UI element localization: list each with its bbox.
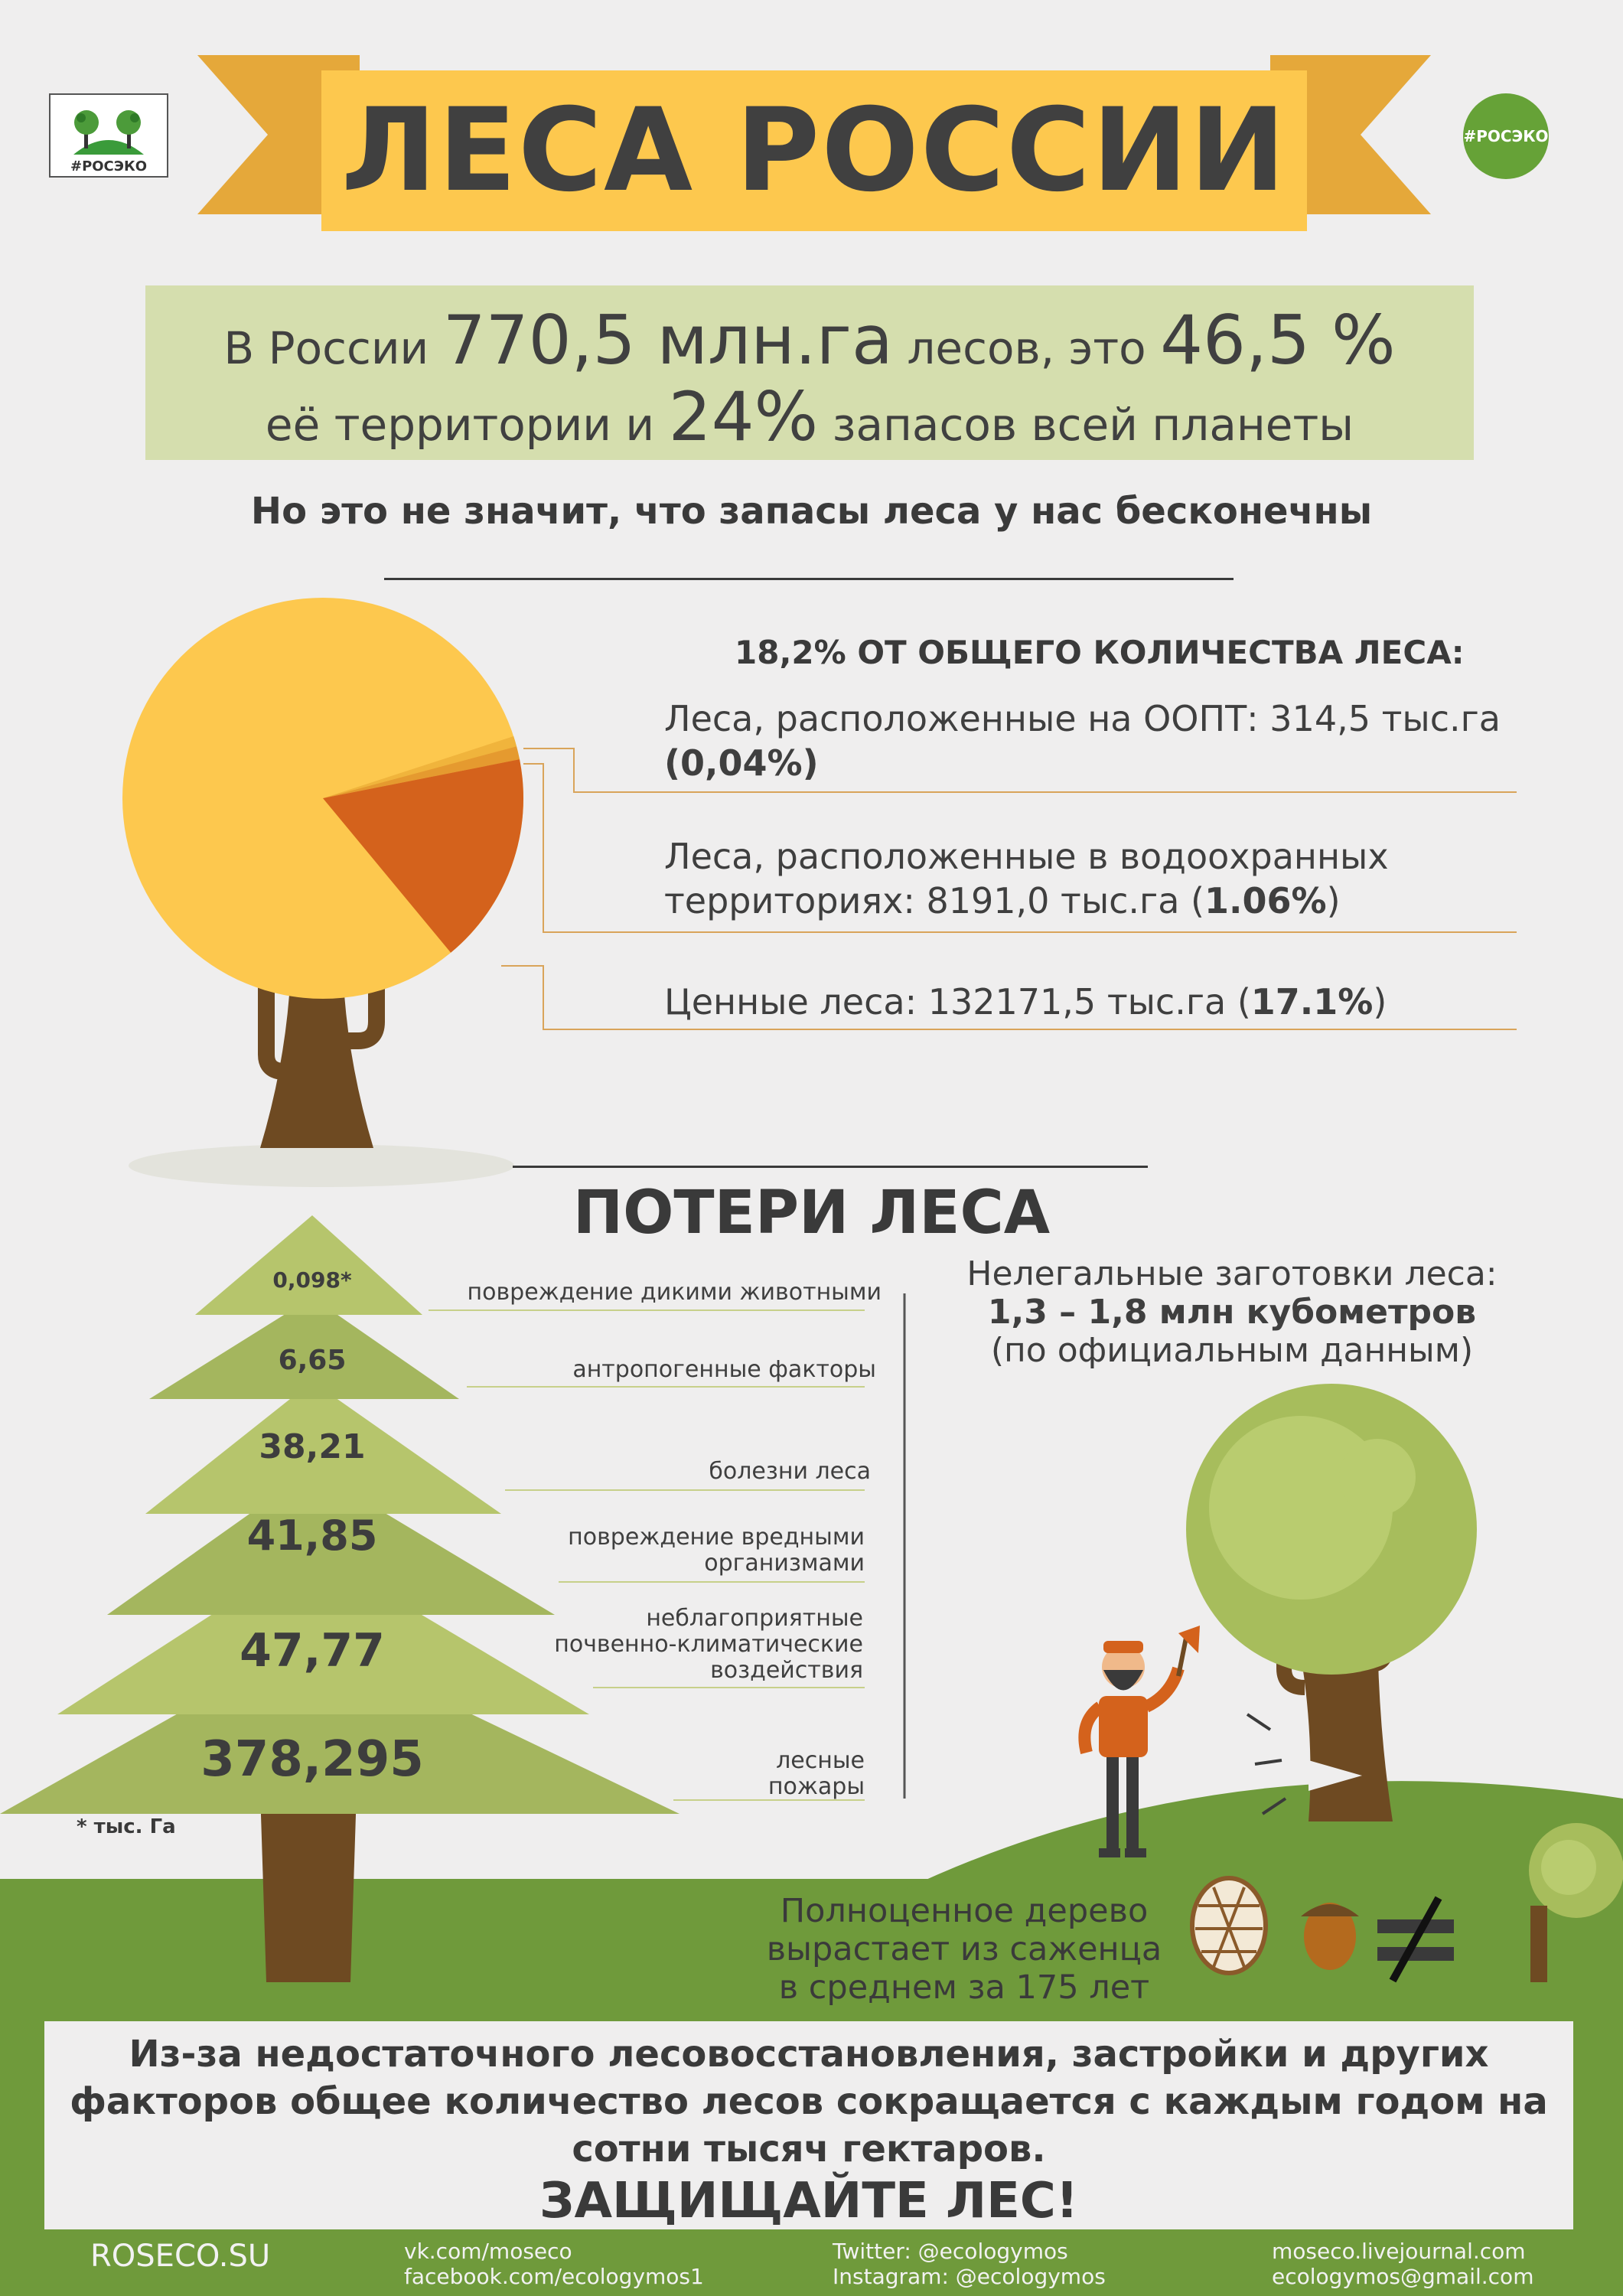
water-percent: 1.06% — [1204, 880, 1327, 921]
valuable-percent: 17.1% — [1250, 981, 1374, 1022]
subline: Но это не значит, что запасы леса у нас бесконечны — [250, 490, 1373, 533]
email-link[interactable]: ecologymos@gmail.com — [1272, 2264, 1534, 2289]
label-text: болезни леса — [709, 1458, 871, 1485]
growth-icons — [1171, 1821, 1623, 1998]
loss-value-fires: 378,295 — [200, 1731, 424, 1788]
facts-box — [145, 285, 1474, 460]
bottom-message-box — [44, 2021, 1573, 2229]
not-equal-icon — [1377, 1947, 1454, 1961]
loss-label-climate — [505, 1606, 863, 1684]
bottom-line-3: сотни тысяч гектаров. — [572, 2128, 1046, 2170]
label-text: пожары — [768, 1773, 865, 1800]
label-text: неблагоприятные — [646, 1605, 863, 1632]
loss-label-wildlife — [429, 1280, 882, 1306]
divider — [384, 578, 1234, 580]
losses-title: ПОТЕРИ ЛЕСА — [572, 1179, 1051, 1247]
page-title: ЛЕСА РОССИИ — [321, 70, 1307, 231]
paren: ) — [1326, 880, 1341, 921]
young-tree-trunk — [1530, 1906, 1547, 1982]
lumberjack-arm — [1084, 1707, 1100, 1753]
label-text: организмами — [704, 1550, 865, 1577]
oopt-percent: (0,04%) — [664, 742, 819, 784]
roseco-logo — [49, 93, 168, 178]
loss-value-climate: 47,77 — [240, 1624, 385, 1678]
chip-line — [1247, 1714, 1270, 1730]
facts-text: её территории и — [265, 399, 669, 451]
facts-text: запасов всей планеты — [818, 399, 1354, 451]
facts-line-2 — [145, 377, 1474, 456]
forest-area-value: 770,5 млн.га — [442, 301, 893, 380]
growth-text — [727, 1892, 1201, 2007]
valuable-text: Ценные леса: 132171,5 тыс.га ( — [664, 981, 1251, 1022]
divider — [513, 1166, 1148, 1168]
loss-value-pests: 41,85 — [246, 1512, 378, 1560]
illegal-line-3: (по официальным данным) — [990, 1331, 1474, 1370]
acorn-cap — [1301, 1904, 1359, 1916]
illegal-line-1: Нелегальные заготовки леса: — [966, 1254, 1498, 1293]
label-text: повреждение вредными — [568, 1524, 865, 1551]
loss-label-fires — [658, 1748, 865, 1800]
footer-contacts — [1272, 2239, 1533, 2289]
chip-line — [1263, 1799, 1286, 1814]
illegal-volume: 1,3 – 1,8 млн кубометров — [987, 1293, 1477, 1332]
facts-text: лесов, это — [892, 322, 1161, 374]
tree-logo-icon — [51, 95, 167, 156]
not-equal-icon — [1377, 1919, 1454, 1933]
bottom-line-2: факторов общее количество лесов сокращается с каждым годом на — [70, 2080, 1548, 2123]
illegal-logging-text — [964, 1255, 1500, 1370]
twitter-link[interactable]: Twitter: @ecologymos — [833, 2239, 1068, 2264]
fir-tree-graphic — [0, 1209, 918, 1990]
footer-social-1 — [404, 2239, 704, 2289]
footer-social-2 — [833, 2239, 1106, 2289]
lumberjack-legs — [1106, 1753, 1119, 1852]
loss-label-anthropogenic — [429, 1357, 876, 1383]
loss-label-disease — [459, 1459, 871, 1485]
call-to-action: ЗАЩИЩАЙТЕ ЛЕС! — [539, 2173, 1079, 2229]
growth-line: Полноценное дерево — [780, 1892, 1149, 1930]
pie-label-water — [664, 834, 1389, 923]
not-equal-slash — [1393, 1898, 1439, 1981]
vk-link[interactable]: vk.com/moseco — [404, 2239, 572, 2264]
paren: ) — [1373, 981, 1387, 1022]
forest-pie-chart — [122, 598, 523, 999]
loss-label-pests — [505, 1525, 865, 1577]
instagram-link[interactable]: Instagram: @ecologymos — [833, 2264, 1106, 2289]
roseco-badge — [1463, 93, 1549, 179]
growth-line: вырастает из саженца — [766, 1930, 1162, 1968]
round-tree-highlight — [1339, 1439, 1416, 1515]
logo-text: #РОСЭКО — [70, 158, 147, 174]
lumberjack-shirt — [1099, 1696, 1148, 1757]
facts-text: В России — [223, 322, 443, 374]
facts-line-1 — [145, 301, 1474, 380]
footnote: * тыс. Га — [77, 1815, 176, 1838]
loss-value-anthropogenic: 6,65 — [278, 1345, 347, 1376]
livejournal-link[interactable]: moseco.livejournal.com — [1272, 2239, 1526, 2264]
pie-label-valuable — [664, 980, 1387, 1024]
young-tree-highlight — [1541, 1840, 1596, 1895]
water-text: Леса, расположенные в водоохранных — [664, 836, 1389, 877]
facebook-link[interactable]: facebook.com/ecologymos1 — [404, 2264, 704, 2289]
world-share-value: 24% — [668, 377, 819, 456]
loss-value-disease: 38,21 — [259, 1427, 366, 1466]
lumberjack-boot — [1125, 1848, 1146, 1857]
growth-line: в среднем за 175 лет — [778, 1968, 1150, 2007]
loss-value-wildlife: 0,098* — [272, 1267, 352, 1293]
pie-label-oopt — [664, 696, 1501, 785]
footer-site[interactable]: ROSECO.SU — [90, 2239, 271, 2274]
chip-line — [1255, 1760, 1282, 1764]
fir-trunk — [260, 1791, 357, 1982]
fir-tier-1 — [195, 1215, 422, 1315]
lumberjack-beard — [1103, 1670, 1143, 1691]
label-text: воздействия — [710, 1657, 863, 1684]
bottom-line-1: Из-за недостаточного лесовосстановления, застройки и других — [129, 2033, 1489, 2076]
label-text: лесные — [776, 1747, 865, 1774]
lumberjack-hat — [1103, 1641, 1143, 1653]
label-text: повреждение дикими животными — [467, 1279, 882, 1306]
badge-text: #РОСЭКО — [1463, 127, 1549, 145]
lumberjack-legs — [1126, 1753, 1139, 1852]
water-text: территориях: 8191,0 тыс.га ( — [664, 880, 1204, 921]
oopt-text: Леса, расположенные на ООПТ: 314,5 тыс.га — [664, 698, 1501, 739]
label-text: антропогенные факторы — [572, 1356, 876, 1383]
label-text: почвенно-климатические — [554, 1631, 863, 1658]
lumberjack-arm — [1146, 1668, 1178, 1707]
protected-forest-title: 18,2% ОТ ОБЩЕГО КОЛИЧЕСТВА ЛЕСА: — [735, 634, 1465, 671]
territory-share-value: 46,5 % — [1160, 301, 1396, 380]
lumberjack-boot — [1099, 1848, 1120, 1857]
